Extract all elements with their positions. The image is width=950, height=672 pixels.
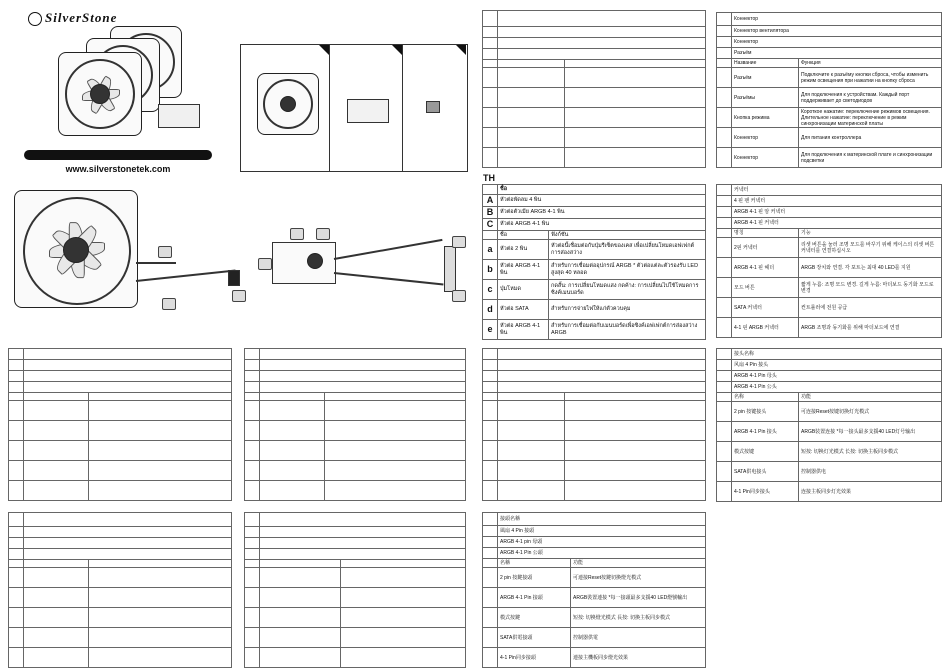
- cover-bar: [24, 150, 212, 160]
- fan-cable-b: [136, 270, 236, 282]
- tc-connector-title: 接頭名稱: [498, 513, 706, 526]
- kr-row-name: 모드 버튼: [732, 278, 799, 298]
- th-connector-a: หัวต่อพัดลม 4 พิน: [498, 195, 706, 207]
- th-row-name: หัวต่อ ARGB 4-1 พิน: [498, 260, 549, 280]
- tc-connector: 風扇 4 Pin 接頭: [498, 526, 706, 537]
- empty-table-2: [244, 348, 466, 501]
- th-row-letter: e: [483, 320, 498, 340]
- sata-plug: [444, 246, 456, 292]
- th-row-name: หัวต่อ SATA: [498, 300, 549, 320]
- sc-connector-title: 接头名称: [732, 349, 942, 360]
- sc-row-function: 可连接Reset按键切换灯光模式: [799, 402, 942, 422]
- kr-row-function: ARGB 장치와 연결. 각 포트는 최대 40 LED를 지원: [799, 258, 942, 278]
- kr-connector: ARGB 4-1 핀 커넥터: [732, 218, 942, 229]
- empty-table-4: [244, 512, 466, 668]
- kr-row-name: 4-1 핀 ARGB 커넥터: [732, 318, 799, 338]
- tc-row-name: 模式按鍵: [498, 608, 571, 628]
- ru-row-function: Для подключения к устройствам. Каждый порт поддерживает до светодиодов: [799, 88, 942, 108]
- sc-table: [716, 348, 942, 502]
- tc-header-function: 功能: [571, 559, 706, 568]
- ru-row-name: Кнопка режима: [732, 108, 799, 128]
- tc-header-name: 名稱: [498, 559, 571, 568]
- sc-header-name: 名称: [732, 393, 799, 402]
- brand-logo: [28, 10, 117, 26]
- tc-connector: ARGB 4-1 pin 母頭: [498, 537, 706, 548]
- kr-row-name: SATA 커넥터: [732, 298, 799, 318]
- th-connector-b: หัวต่อตัวเมีย ARGB 4-1 พิน: [498, 207, 706, 219]
- th-row-function: สำหรับการเชื่อมต่อกับเมนบอร์ดเพื่อซิงค์เอฟเฟกต์การส่องสว่าง ARGB: [549, 320, 706, 340]
- tc-row-function: ARGB裝置連接 *每一接頭最多支援40 LED燈號輸出: [571, 588, 706, 608]
- ru-connector: Коннектор: [732, 37, 942, 48]
- kit-screws: [426, 101, 440, 113]
- sc-row-name: 4-1 Pin同步接头: [732, 482, 799, 502]
- th-letter-a: A: [483, 195, 498, 207]
- sc-row-function: ARGB装置连接 *每一接头最多支援40 LED灯号输出: [799, 422, 942, 442]
- tc-connector: ARGB 4-1 Pin 公頭: [498, 548, 706, 559]
- sc-header-function: 功能: [799, 393, 942, 402]
- label-c-fan: [162, 298, 176, 310]
- th-col-title: ชื่อ: [498, 185, 706, 195]
- controller-cable-2: [334, 272, 444, 285]
- kr-row-function: 리셋 버튼을 눌러 조명 모드를 바꾸기 위해 케이스의 리셋 버튼 커넥터를 연결하십시오: [799, 238, 942, 258]
- kr-row-function: 짧게 누름: 조명 모드 변경. 길게 누름: 마더보드 동기화 모드로 변경: [799, 278, 942, 298]
- tc-table: [482, 512, 706, 668]
- tc-row-name: SATA供電接頭: [498, 628, 571, 648]
- tc-row-function: 控制器供電: [571, 628, 706, 648]
- th-row-function: หัวต่อนี้เชื่อมต่อกับปุ่มรีเซ็ตของเคส เพื่อเปลี่ยนโหมดเอฟเฟกต์การส่องสว่าง: [549, 240, 706, 260]
- tc-row-name: 2 pin 按鍵接頭: [498, 568, 571, 588]
- logo-icon: [28, 12, 42, 26]
- label-a-ctrl: [290, 228, 304, 240]
- ru-row-function: Для подключения к материнской плате и синхронизации подсветки: [799, 148, 942, 168]
- sc-row-function: 连接主板同步灯光效果: [799, 482, 942, 502]
- tc-row-function: 短按: 切換燈光模式 長按: 切換主板同步模式: [571, 608, 706, 628]
- cover-fans-illustration: [58, 26, 218, 146]
- th-row-name: หัวต่อ 2 พิน: [498, 240, 549, 260]
- th-row-letter: d: [483, 300, 498, 320]
- ru-row-name: Разъём: [732, 68, 799, 88]
- ru-row-name: Разъёмы: [732, 88, 799, 108]
- website-url: www.silverstonetek.com: [65, 164, 171, 174]
- sc-row-name: 模式按键: [732, 442, 799, 462]
- kr-table: [716, 184, 942, 338]
- kr-row-function: ARGB 조명과 동기화를 위해 마더보드에 연결: [799, 318, 942, 338]
- kr-connector-title: 커넥터: [732, 185, 942, 196]
- sc-connector: 风扇 4 Pin 接头: [732, 360, 942, 371]
- kit-contents: [240, 44, 468, 172]
- label-e-ctrl: [452, 290, 466, 302]
- ru-row-name: Коннектор: [732, 148, 799, 168]
- fan-front: [58, 52, 142, 136]
- argb-plug: [228, 270, 240, 286]
- empty-table-6: [482, 348, 706, 501]
- th-row-letter: c: [483, 280, 498, 300]
- th-row-name: ปุ่มโหมด: [498, 280, 549, 300]
- ru-connector-title: Коннектор: [732, 13, 942, 26]
- empty-table-3: [8, 512, 232, 668]
- th-header-name: ชื่อ: [498, 231, 549, 240]
- label-b-fan: [232, 290, 246, 302]
- kr-row-function: 컨트롤러에 전원 공급: [799, 298, 942, 318]
- th-row-function: กดสั้น: การเปลี่ยนโหมดแสง กดค้าง: การเปลี่ยนไปใช้โหมดการซิงค์เมนบอร์ด: [549, 280, 706, 300]
- label-a-fan: [158, 246, 172, 258]
- sc-row-name: ARGB 4-1 Pin 接头: [732, 422, 799, 442]
- sc-connector: ARGB 4-1 Pin 母头: [732, 371, 942, 382]
- fan-cable-a: [136, 262, 176, 264]
- th-row-name: หัวต่อ ARGB 4-1 พิน: [498, 320, 549, 340]
- empty-table-1: [8, 348, 232, 501]
- kit-fan: [257, 73, 319, 135]
- kr-connector: 4 핀 팬 커넥터: [732, 196, 942, 207]
- th-connector-c: หัวต่อ ARGB 4-1 พิน: [498, 219, 706, 231]
- th-row-letter: b: [483, 260, 498, 280]
- sc-row-name: SATA供电接头: [732, 462, 799, 482]
- ru-row-function: Подключите к разъёму кнопки сброса, чтобы изменить режим освещения при нажатии на кнопку сброса: [799, 68, 942, 88]
- ru-header-function: Функция: [799, 59, 942, 68]
- kr-row-name: 2핀 커넥터: [732, 238, 799, 258]
- th-header-function: ฟังก์ชัน: [549, 231, 706, 240]
- thai-table: [482, 184, 706, 340]
- tc-row-name: 4-1 Pin同步接頭: [498, 648, 571, 668]
- label-c-ctrl: [258, 258, 272, 270]
- tc-row-function: 連接主機板同步燈光效果: [571, 648, 706, 668]
- tc-row-function: 可連接Reset按鍵切換燈光模式: [571, 568, 706, 588]
- th-row-function: สำหรับการเชื่อมต่ออุปกรณ์ ARGB * ตัวต่อแต่ละตัวรองรับ LED สูงสุด 40 หลอด: [549, 260, 706, 280]
- th-col-letter: [483, 185, 498, 195]
- controller-cover: [158, 104, 200, 128]
- ru-connector: Разъём: [732, 48, 942, 59]
- th-letter-c: C: [483, 219, 498, 231]
- controller-cable: [334, 239, 443, 260]
- empty-table-5: [482, 10, 706, 168]
- controller-diagram: [272, 242, 336, 284]
- kr-row-name: ARGB 4-1 핀 헤더: [732, 258, 799, 278]
- sc-row-name: 2 pin 按键接头: [732, 402, 799, 422]
- sc-row-function: 短按: 切换灯光模式 长按: 切换主板同步模式: [799, 442, 942, 462]
- label-d-ctrl: [452, 236, 466, 248]
- kr-connector: ARGB 4-1 핀 암 커넥터: [732, 207, 942, 218]
- ru-connector: Коннектор вентилятора: [732, 26, 942, 37]
- sc-connector: ARGB 4-1 Pin 公头: [732, 382, 942, 393]
- fan-diagram: [14, 190, 138, 308]
- ru-table: [716, 12, 942, 168]
- ru-row-function: Для питания контроллера: [799, 128, 942, 148]
- kr-header-function: 기능: [799, 229, 942, 238]
- ru-row-function: Короткое нажатие: переключение режимов освещения. Длительное нажатие: переключение в режим синхронизации материнской платы: [799, 108, 942, 128]
- section-label-th: TH: [483, 173, 495, 183]
- th-row-function: สำหรับการจ่ายไฟให้แก่ตัวควบคุม: [549, 300, 706, 320]
- sc-row-function: 控制器供电: [799, 462, 942, 482]
- th-letter-b: B: [483, 207, 498, 219]
- kit-controller: [347, 99, 389, 123]
- th-row-letter: a: [483, 240, 498, 260]
- label-b-ctrl: [316, 228, 330, 240]
- ru-header-name: Название: [732, 59, 799, 68]
- kr-header-name: 명칭: [732, 229, 799, 238]
- logo-text: SilverStone: [45, 10, 118, 25]
- tc-row-name: ARGB 4-1 Pin 接頭: [498, 588, 571, 608]
- ru-row-name: Коннектор: [732, 128, 799, 148]
